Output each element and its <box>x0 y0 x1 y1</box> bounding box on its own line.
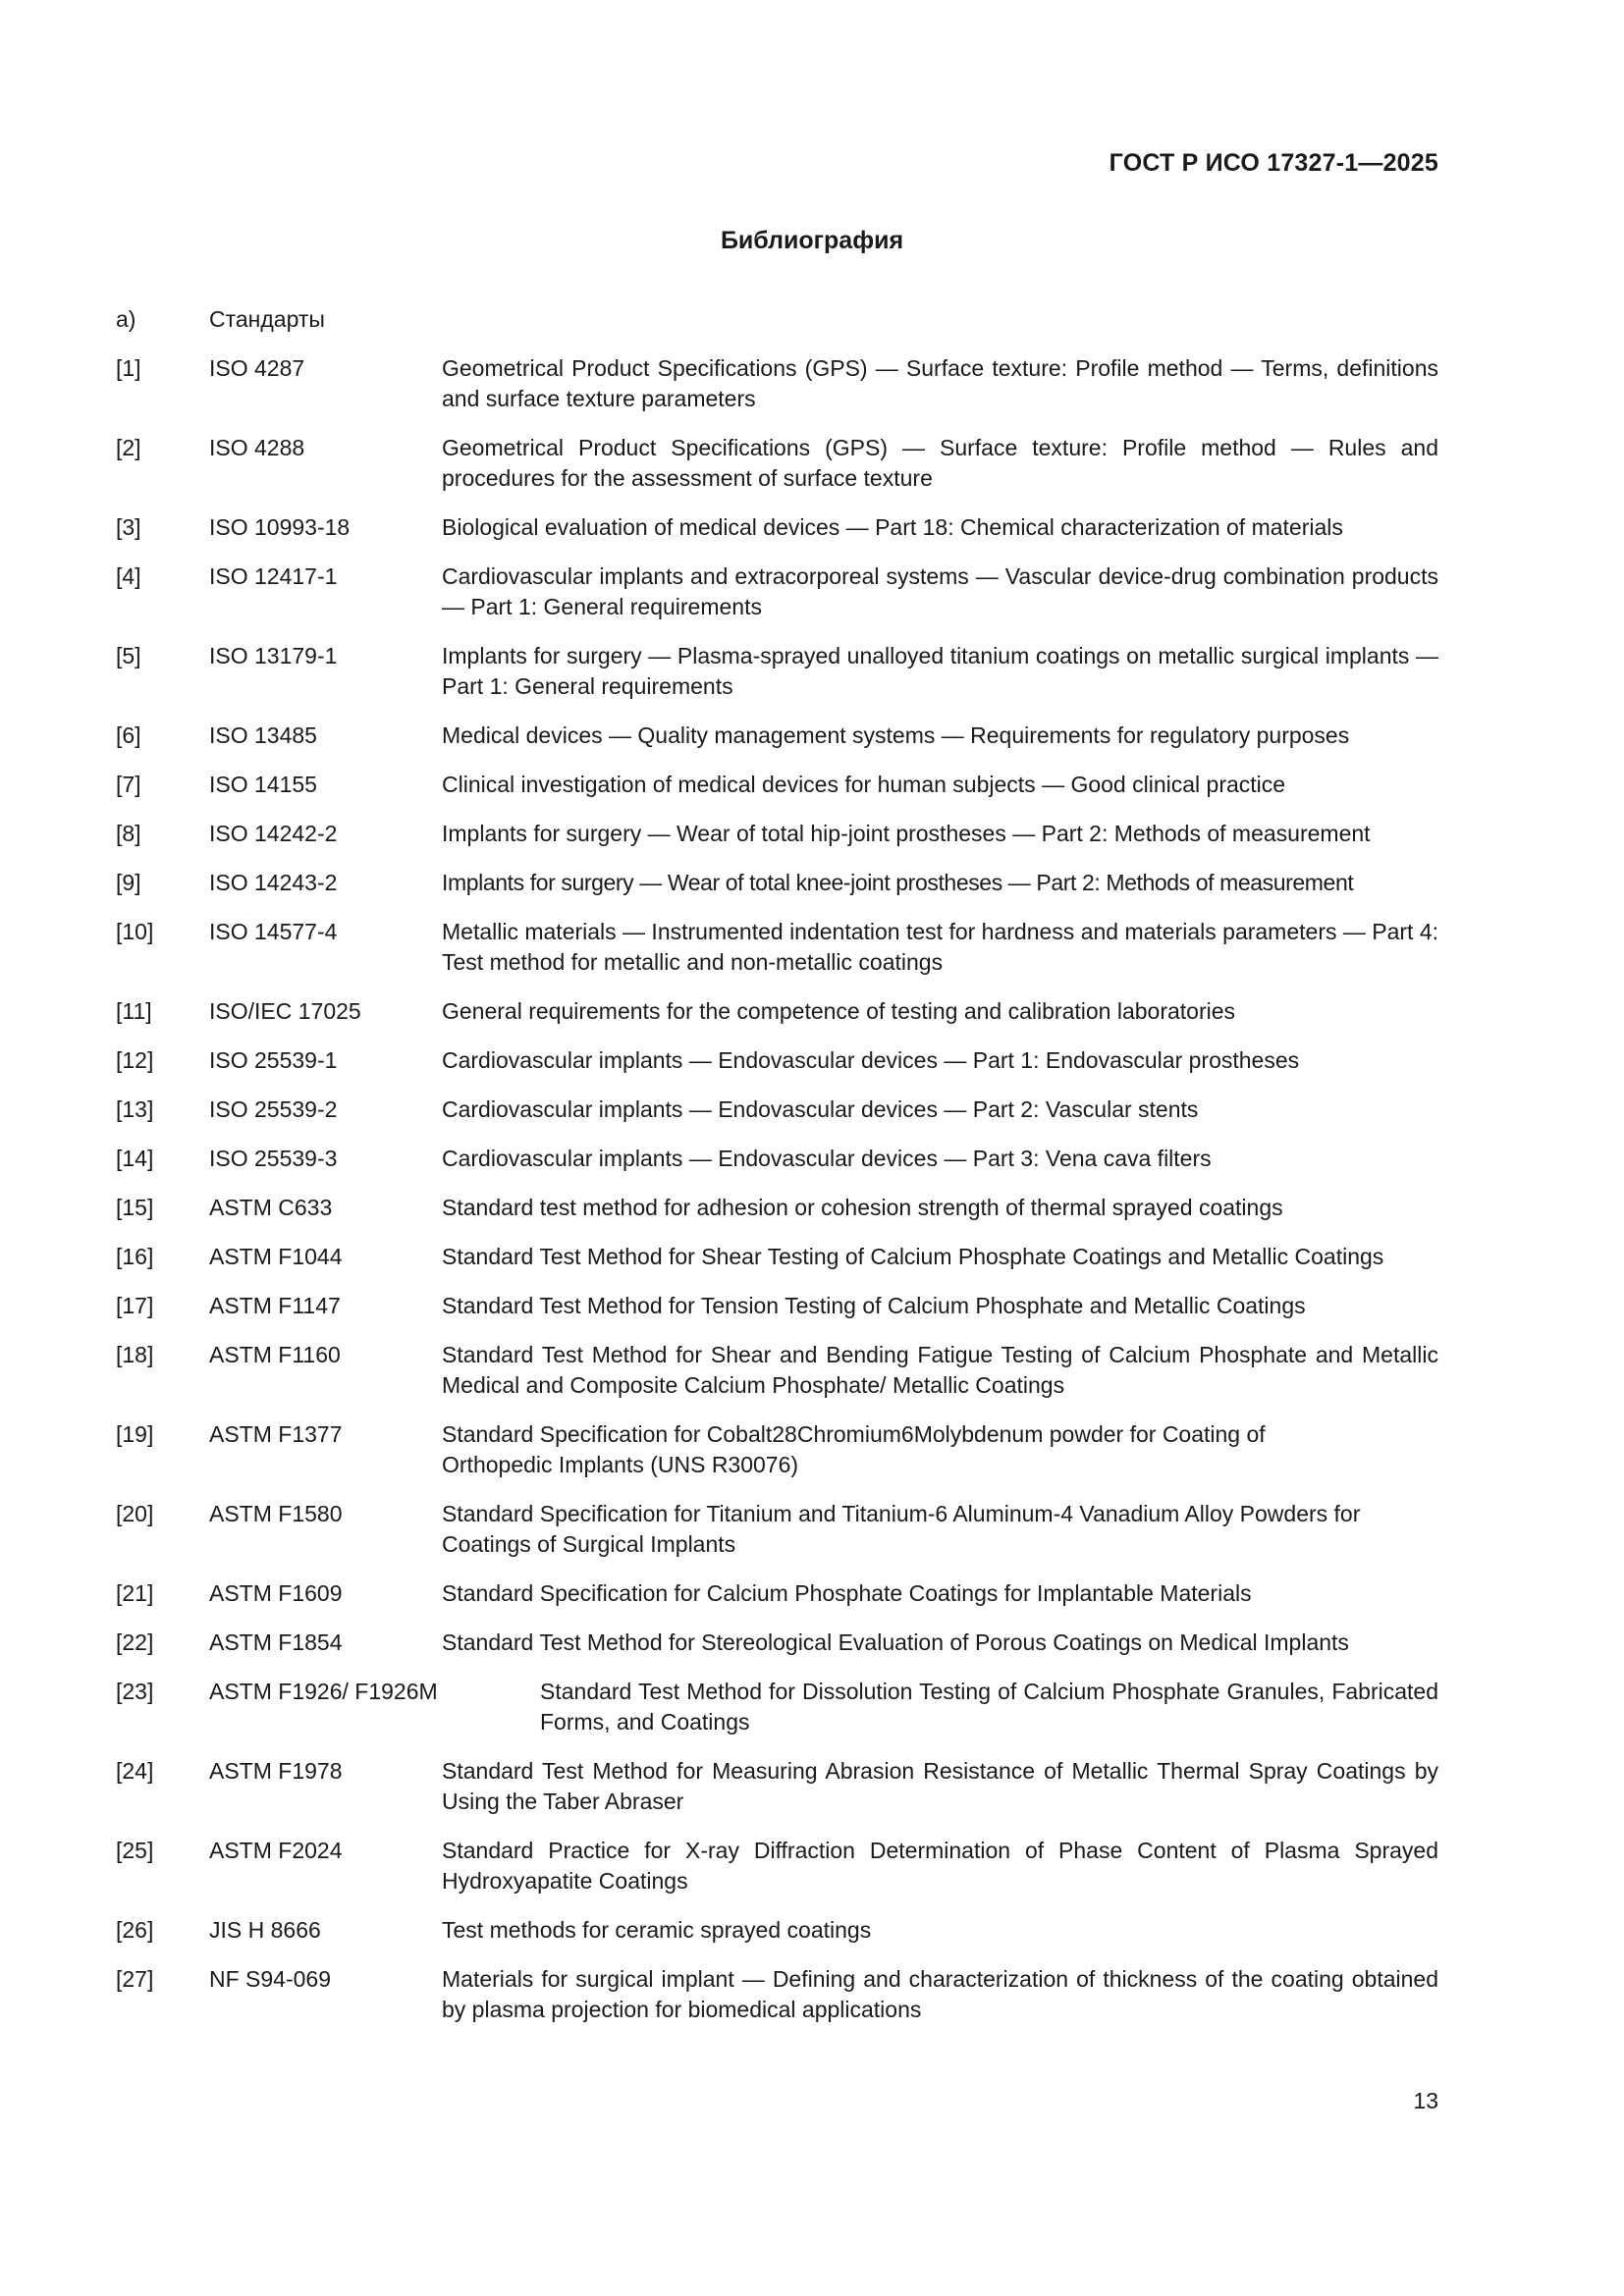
entry-number: [13] <box>116 1096 154 1122</box>
bibliography-entry <box>116 1242 1438 1272</box>
entry-code: ISO 25539-2 <box>209 1096 338 1122</box>
entry-code: ISO 25539-3 <box>209 1146 338 1171</box>
entry-title: Standard Test Method for Tension Testing of Calcium Phosphate and Metallic Coatings <box>442 1293 1306 1318</box>
bibliography-entry <box>116 1095 1438 1125</box>
entry-number: [8] <box>116 821 141 846</box>
entry-code: ISO 4287 <box>209 355 305 381</box>
entry-title: Biological evaluation of medical devices — Part 18: Chemical characterization of materials <box>442 514 1343 540</box>
bibliography-entry <box>116 1964 1438 2025</box>
bibliography-entry <box>116 1045 1438 1076</box>
entry-title: Standard Test Method for Dissolution Testing of Calcium Phosphate Granules, Fabricated Forms, and Coatings <box>540 1679 1438 1735</box>
entry-number: [25] <box>116 1838 154 1863</box>
entry-number: [14] <box>116 1146 154 1171</box>
entry-number: [27] <box>116 1966 154 1992</box>
entry-number: [11] <box>116 998 152 1024</box>
entry-title: Test methods for ceramic sprayed coatings <box>442 1917 872 1943</box>
page-number: 13 <box>1413 2088 1438 2113</box>
entry-code: ISO 13179-1 <box>209 643 338 668</box>
bibliography-list <box>116 304 1438 2044</box>
entry-code: ASTM F1160 <box>209 1342 341 1367</box>
bibliography-entry <box>116 721 1438 751</box>
subsection-heading <box>116 304 1438 335</box>
entry-code: ISO 13485 <box>209 722 317 748</box>
bibliography-entry <box>116 512 1438 543</box>
entry-number: [2] <box>116 435 141 460</box>
entry-title: Standard test method for adhesion or cohesion strength of thermal sprayed coatings <box>442 1195 1283 1220</box>
section-title: Библиография <box>720 227 904 254</box>
entry-code: ISO 14577-4 <box>209 919 338 944</box>
entry-number: [23] <box>116 1679 154 1704</box>
entry-number: [15] <box>116 1195 154 1220</box>
entry-title: Metallic materials — Instrumented indentation test for hardness and materials parameters — Part 4: Test method for metallic and non-metallic coatings <box>442 919 1439 975</box>
bibliography-entry <box>116 1628 1438 1658</box>
entry-title: Cardiovascular implants and extracorporeal systems — Vascular device-drug combination products — Part 1: General requirements <box>442 563 1438 619</box>
entry-title: Medical devices — Quality management systems — Requirements for regulatory purposes <box>442 722 1350 748</box>
bibliography-entry <box>116 770 1438 800</box>
entry-title: Standard Specification for Calcium Phosphate Coatings for Implantable Materials <box>442 1580 1252 1606</box>
entry-title: Standard Specification for Titanium and Titanium-6 Aluminum-4 Vanadium Alloy Powders for Coatings of Surgical Implants <box>442 1501 1361 1557</box>
entry-code: ISO 10993-18 <box>209 514 351 540</box>
bibliography-entry <box>116 1578 1438 1609</box>
entry-code: ASTM F1609 <box>209 1580 343 1606</box>
entry-code: ASTM F1044 <box>209 1244 343 1269</box>
entry-number: [18] <box>116 1342 154 1367</box>
entry-number: [21] <box>116 1580 154 1606</box>
entry-title: Implants for surgery — Plasma-sprayed unalloyed titanium coatings on metallic surgical implants — Part 1: General requirements <box>442 643 1438 699</box>
entry-title: Geometrical Product Specifications (GPS) — Surface texture: Profile method — Rules and procedures for the assessment of surface texture <box>442 435 1438 491</box>
entry-code: ASTM F1147 <box>209 1293 341 1318</box>
entry-title: Cardiovascular implants — Endovascular devices — Part 3: Vena cava filters <box>442 1146 1212 1171</box>
entry-number: [17] <box>116 1293 154 1318</box>
entry-number: [16] <box>116 1244 154 1269</box>
subsection-marker: а) <box>116 306 136 332</box>
entry-title: Standard Test Method for Stereological Evaluation of Porous Coatings on Medical Implants <box>442 1629 1349 1655</box>
bibliography-entry <box>116 996 1438 1027</box>
entry-code: ISO 12417-1 <box>209 563 338 589</box>
entry-number: [20] <box>116 1501 154 1526</box>
entry-title: Cardiovascular implants — Endovascular devices — Part 2: Vascular stents <box>442 1096 1199 1122</box>
bibliography-entry <box>116 1915 1438 1946</box>
entry-title: Materials for surgical implant — Defining and characterization of thickness of the coating obtained by plasma projection for biomedical applications <box>442 1966 1438 2022</box>
bibliography-entry <box>116 1144 1438 1174</box>
entry-title: Implants for surgery — Wear of total hip-joint prostheses — Part 2: Methods of measurement <box>442 821 1371 846</box>
bibliography-entry <box>116 353 1438 414</box>
entry-title: Geometrical Product Specifications (GPS) — Surface texture: Profile method — Terms, definitions and surface texture parameters <box>442 355 1438 411</box>
entry-code: JIS H 8666 <box>209 1917 321 1943</box>
bibliography-entry <box>116 917 1438 978</box>
entry-number: [6] <box>116 722 141 748</box>
entry-code: ISO 14242-2 <box>209 821 338 846</box>
entry-number: [22] <box>116 1629 154 1655</box>
entry-title: Standard Practice for X-ray Diffraction Determination of Phase Content of Plasma Sprayed Hydroxyapatite Coatings <box>442 1838 1438 1894</box>
entry-title: Standard Test Method for Shear and Bending Fatigue Testing of Calcium Phosphate and Metallic Medical and Composite Calcium Phosphate/ Metallic Coatings <box>442 1342 1438 1398</box>
bibliography-entry <box>116 1193 1438 1223</box>
entry-number: [26] <box>116 1917 154 1943</box>
entry-code: ISO 4288 <box>209 435 305 460</box>
entry-title: Standard Test Method for Shear Testing of Calcium Phosphate Coatings and Metallic Coatings <box>442 1244 1384 1269</box>
bibliography-entry <box>116 1291 1438 1321</box>
entry-code: ASTM F1580 <box>209 1501 343 1526</box>
entry-number: [3] <box>116 514 141 540</box>
bibliography-entry <box>116 819 1438 849</box>
entry-code: NF S94-069 <box>209 1966 332 1992</box>
entry-number: [9] <box>116 870 141 895</box>
entry-code: ASTM F1926/ F1926M <box>209 1679 438 1704</box>
entry-title: Standard Specification for Cobalt28Chromium6Molybdenum powder for Coating of Orthopedic Implants (UNS R30076) <box>442 1421 1266 1477</box>
bibliography-entry <box>116 1499 1438 1560</box>
document-header: ГОСТ Р ИСО 17327-1—2025 <box>1109 149 1438 177</box>
entry-code: ASTM F1377 <box>209 1421 343 1447</box>
entry-title: Clinical investigation of medical devices for human subjects — Good clinical practice <box>442 772 1286 797</box>
bibliography-entry <box>116 561 1438 622</box>
subsection-label: Стандарты <box>209 306 325 332</box>
entry-number: [10] <box>116 919 154 944</box>
bibliography-entry <box>116 1836 1438 1896</box>
bibliography-entry <box>116 1340 1438 1401</box>
entry-code: ASTM C633 <box>209 1195 333 1220</box>
entry-number: [19] <box>116 1421 154 1447</box>
entry-number: [1] <box>116 355 141 381</box>
entry-title: Implants for surgery — Wear of total knee-joint prostheses — Part 2: Methods of measurement <box>442 870 1354 895</box>
entry-code: ISO 25539-1 <box>209 1047 338 1073</box>
entry-code: ASTM F2024 <box>209 1838 343 1863</box>
entry-number: [7] <box>116 772 141 797</box>
entry-code: ASTM F1854 <box>209 1629 343 1655</box>
entry-code: ASTM F1978 <box>209 1758 343 1784</box>
bibliography-entry <box>116 433 1438 494</box>
entry-code: ISO 14155 <box>209 772 317 797</box>
bibliography-entry <box>116 1677 1438 1737</box>
entry-title: General requirements for the competence of testing and calibration laboratories <box>442 998 1236 1024</box>
entry-title: Standard Test Method for Measuring Abrasion Resistance of Metallic Thermal Spray Coatings by Using the Taber Abraser <box>442 1758 1438 1814</box>
entry-number: [12] <box>116 1047 154 1073</box>
bibliography-entry <box>116 1419 1438 1480</box>
entry-number: [4] <box>116 563 141 589</box>
bibliography-entry <box>116 868 1438 898</box>
entry-title: Cardiovascular implants — Endovascular devices — Part 1: Endovascular prostheses <box>442 1047 1300 1073</box>
entry-code: ISO/IEC 17025 <box>209 998 361 1024</box>
entry-code: ISO 14243-2 <box>209 870 338 895</box>
entry-number: [24] <box>116 1758 154 1784</box>
entry-number: [5] <box>116 643 141 668</box>
bibliography-entry <box>116 1756 1438 1817</box>
bibliography-entry <box>116 641 1438 702</box>
